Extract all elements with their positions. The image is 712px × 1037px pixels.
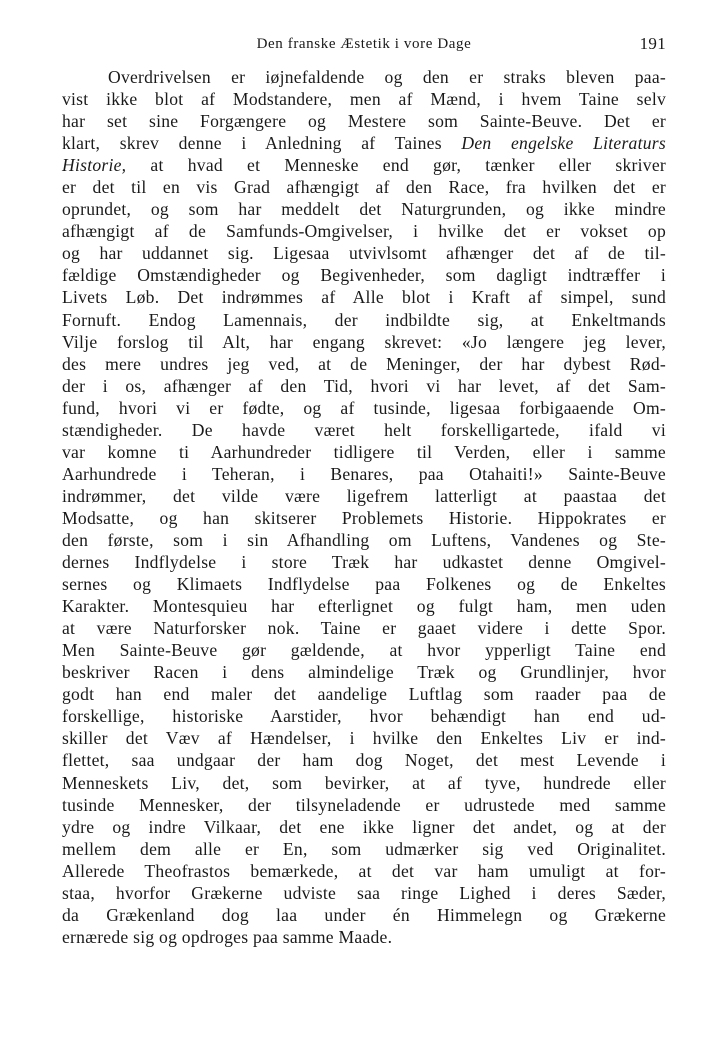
text-line: des mere undres jeg ved, at de Meninger, der har dybest Rød- xyxy=(62,353,666,374)
text-line: ernærede sig og opdroges paa samme Maade. xyxy=(62,926,393,947)
text-line: var komne ti Aarhundreder tidligere til Verden, eller i samme xyxy=(62,441,666,462)
text-line: Menneskets Liv, det, som bevirker, at af tyve, hundrede eller xyxy=(62,772,666,793)
book-page xyxy=(62,0,666,1037)
text-line: staa, hvorfor Grækerne udviste saa ringe Lighed i deres Sæder, xyxy=(62,882,666,903)
text-line: Men Sainte-Beuve gør gældende, at hvor ypperligt Taine end xyxy=(62,640,666,661)
text-line: ydre og indre Vilkaar, det ene ikke ligner det andet, og at der xyxy=(62,816,666,837)
text-line: flettet, saa undgaar der ham dog Noget, det mest Levende i xyxy=(62,750,666,771)
text-line: skiller det Væv af Hændelser, i hvilke den Enkeltes Liv er ind- xyxy=(62,728,666,749)
page-number: 191 xyxy=(639,34,666,53)
text-line: fund, hvori vi er fødte, og af tusinde, ligesaa forbigaaende Om- xyxy=(62,397,666,418)
text-line: Aarhundrede i Teheran, i Benares, paa Otahaiti!» Sainte-Beuve xyxy=(62,463,666,484)
text-line: Modsatte, og han skitserer Problemets Historie. Hippokrates er xyxy=(62,507,666,528)
book-title-italic: Den engelske Literaturs xyxy=(461,133,666,154)
body-paragraph xyxy=(62,66,666,948)
text-line: beskriver Racen i dens almindelige Træk og Grundlinjer, hvor xyxy=(62,662,666,683)
text-segment: klart, skrev denne i Anledning af Taines xyxy=(62,133,462,154)
running-head xyxy=(62,34,666,58)
text-line: indrømmer, det vilde være ligefrem latterligt at paastaa det xyxy=(62,485,666,506)
text-line: Fornuft. Endog Lamennais, der indbildte sig, at Enkeltmands xyxy=(62,309,666,330)
text-line: Vilje forslog til Alt, har engang skrevet: «Jo længere jeg lever, xyxy=(62,331,666,352)
text-line: er det til en vis Grad afhængigt af den Race, fra hvilken det er xyxy=(62,177,666,198)
text-line: Allerede Theofrastos bemærkede, at det var ham umuligt at for- xyxy=(62,860,666,881)
text-line: oprundet, og som har meddelt det Naturgrunden, og ikke mindre xyxy=(62,199,666,220)
text-line: godt han end maler det aandelige Luftlag som raader paa de xyxy=(62,684,666,705)
text-line: der i os, afhænger af den Tid, hvori vi har levet, af det Sam- xyxy=(62,375,666,396)
text-line: vist ikke blot af Modstandere, men af Mænd, i hvem Taine selv xyxy=(62,89,666,110)
text-line: fældige Omstændigheder og Begivenheder, som dagligt indtræffer i xyxy=(62,265,666,286)
text-line: Overdrivelsen er iøjnefaldende og den er straks bleven paa- xyxy=(108,67,666,87)
text-segment: at hvad et Menneske end gør, tænker eller skriver xyxy=(126,155,666,176)
text-line: dernes Indflydelse i store Træk har udkastet denne Omgivel- xyxy=(62,552,666,573)
text-line: at være Naturforsker nok. Taine er gaaet videre i dette Spor. xyxy=(62,618,666,639)
text-line: har set sine Forgængere og Mestere som Sainte-Beuve. Det er xyxy=(62,111,666,132)
text-line: Karakter. Montesquieu har efterlignet og fulgt ham, men uden xyxy=(62,596,666,617)
text-line: forskellige, historiske Aarstider, hvor behændigt han end ud- xyxy=(62,706,666,727)
text-line xyxy=(62,154,666,176)
text-line: da Grækenland dog laa under én Himmelegn og Grækerne xyxy=(62,904,666,925)
text-line: stændigheder. De havde været helt forskelligartede, ifald vi xyxy=(62,419,666,440)
running-title: Den franske Æstetik i vore Dage xyxy=(256,36,472,52)
text-line: Livets Løb. Det indrømmes af Alle blot i Kraft af simpel, sund xyxy=(62,287,666,308)
text-line: og har uddannet sig. Ligesaa utvivlsomt afhænger det af de til- xyxy=(62,243,666,264)
text-line: afhængigt af de Samfunds-Omgivelser, i hvilke det er vokset op xyxy=(62,221,666,242)
book-title-italic: Historie, xyxy=(62,155,127,176)
text-line: sernes og Klimaets Indflydelse paa Folkenes og de Enkeltes xyxy=(62,574,666,595)
text-line: mellem dem alle er En, som udmærker sig ved Originalitet. xyxy=(62,838,666,859)
text-line: tusinde Mennesker, der tilsyneladende er udrustede med samme xyxy=(62,794,666,815)
text-line xyxy=(62,132,666,154)
text-line: den første, som i sin Afhandling om Luftens, Vandenes og Ste- xyxy=(62,529,666,550)
